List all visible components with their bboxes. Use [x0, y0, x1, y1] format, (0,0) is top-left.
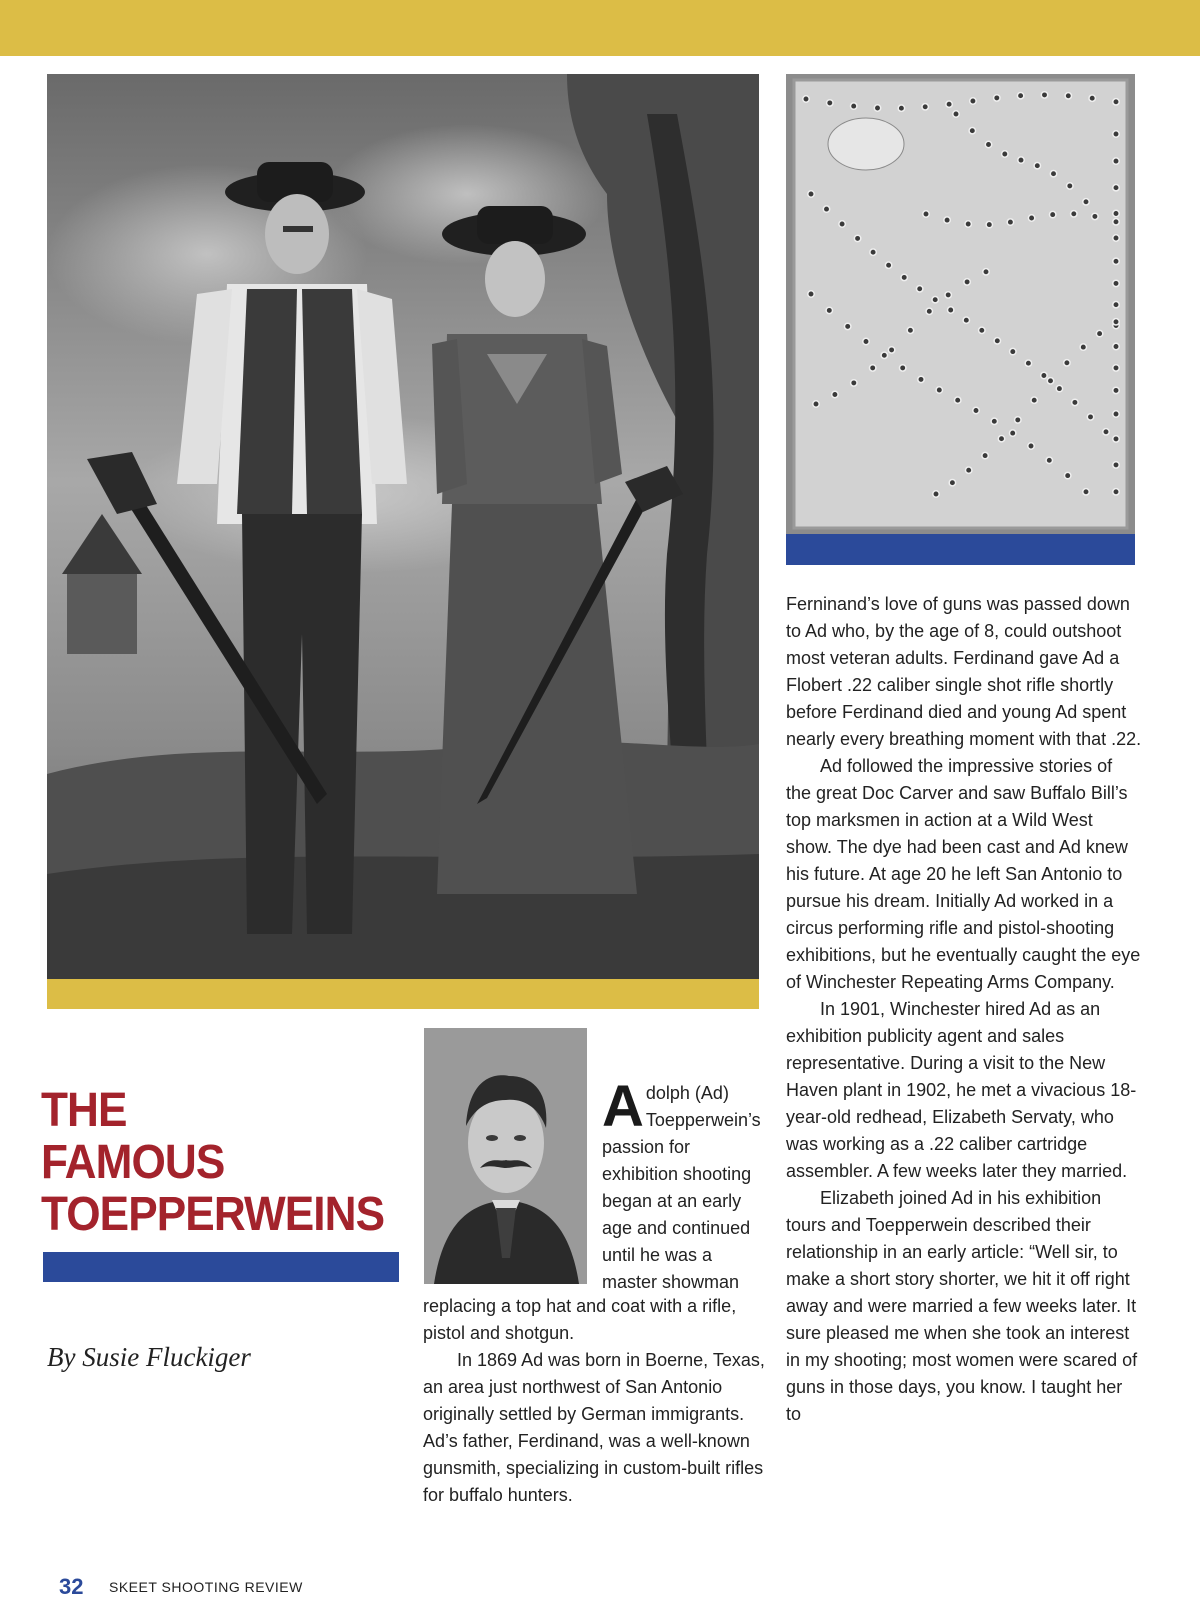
bullet-hole: [1067, 183, 1073, 189]
title-line-1: THE: [41, 1084, 127, 1137]
bullet-hole: [1025, 360, 1031, 366]
bullet-hole: [1007, 219, 1013, 225]
bullet-hole: [1065, 93, 1071, 99]
publication-name: SKEET SHOOTING REVIEW: [109, 1579, 303, 1595]
bullet-hole: [1087, 414, 1093, 420]
bullet-hole: [907, 327, 913, 333]
bullet-hole: [827, 100, 833, 106]
bullet-hole: [1113, 489, 1119, 495]
bullet-hole: [985, 141, 991, 147]
bullet-hole: [963, 317, 969, 323]
bullet-hole: [944, 217, 950, 223]
title-rule: [43, 1252, 399, 1282]
bullet-hole: [808, 191, 814, 197]
bullet-hole: [900, 365, 906, 371]
bullet-hole: [1064, 360, 1070, 366]
page-number: 32: [59, 1574, 84, 1599]
bullet-hole: [986, 221, 992, 227]
bullet-hole: [1080, 344, 1086, 350]
bullet-hole: [933, 491, 939, 497]
bullet-hole: [970, 98, 976, 104]
paragraph-birth: In 1869 Ad was born in Boerne, Texas, an area just northwest of San Antonio originally settled by German immigrants. Ad’s father, Ferdinand, was a well-known gunsmith, specializing in custom-built rifles for buffalo hunters.: [423, 1350, 765, 1505]
target-caption-bar: [786, 534, 1135, 565]
bullet-hole: [926, 308, 932, 314]
bullet-hole: [832, 391, 838, 397]
bullet-hole: [917, 286, 923, 292]
bullet-hole: [953, 111, 959, 117]
bullet-hole: [1047, 378, 1053, 384]
intro-paragraph: [602, 1074, 764, 1296]
bullet-hole: [1071, 211, 1077, 217]
bullet-hole: [945, 292, 951, 298]
bullet-hole: [922, 104, 928, 110]
bullet-hole: [965, 221, 971, 227]
bullet-hole: [1015, 417, 1021, 423]
bullet-hole: [901, 274, 907, 280]
bullet-hole: [888, 347, 894, 353]
bullet-hole: [1113, 319, 1119, 325]
bullet-hole: [1002, 151, 1008, 157]
bullet-hole: [955, 397, 961, 403]
bullet-hole: [1018, 157, 1024, 163]
bullet-hole: [885, 262, 891, 268]
bullet-hole: [998, 436, 1004, 442]
bullet-hole: [870, 365, 876, 371]
right-column: [786, 591, 1142, 1428]
bullet-hole: [1113, 258, 1119, 264]
bullet-hole: [874, 105, 880, 111]
intro-continuation: replacing a top hat and coat with a rifle, pistol and shotgun.: [423, 1296, 737, 1343]
bullet-hole: [973, 407, 979, 413]
bullet-hole: [863, 338, 869, 344]
bullet-hole: [1041, 92, 1047, 98]
bullet-hole: [1089, 95, 1095, 101]
bullet-hole: [969, 128, 975, 134]
bullet-hole: [918, 376, 924, 382]
bullet-hole: [870, 249, 876, 255]
bullet-hole: [1034, 163, 1040, 169]
bullet-hole: [1113, 219, 1119, 225]
paragraph-carver: Ad followed the impressive stories of the great Doc Carver and saw Buffalo Bill’s top marksmen in action at a Wild West show. The dye had been cast and Ad knew his future. At age 20 he left San Antonio to pursue his dream. Initially Ad worked in a circus performing rifle and pistol-shooting exhibitions, but he eventually caught the eye of Winchester Repeating Arms Company.: [786, 756, 1141, 992]
intro-text: dolph (Ad) Toepperwein’s passion for exhibition shooting began at an early age and continued until he was a master showman: [602, 1083, 761, 1292]
bullet-hole: [823, 206, 829, 212]
bullet-hole: [1050, 171, 1056, 177]
title-line-2: FAMOUS: [41, 1136, 225, 1189]
paragraph-guns: Ferninand’s love of guns was passed down to Ad who, by the age of 8, could outshoot most veteran adults. Ferdinand gave Ad a Flobert .22 caliber single shot rifle shortly before Ferdinand died and young Ad spent nearly every breathing moment with that .22.: [786, 594, 1142, 749]
bullet-hole: [1031, 397, 1037, 403]
title-line-3: TOEPPERWEINS: [41, 1188, 385, 1241]
bullet-hole: [1028, 215, 1034, 221]
top-gold-band: [0, 0, 1200, 56]
bullet-hole: [826, 307, 832, 313]
bullet-hole: [1113, 131, 1119, 137]
couple-photograph: [47, 74, 759, 979]
bullet-hole: [839, 221, 845, 227]
bullet-hole: [1092, 213, 1098, 219]
bullet-hole: [1010, 430, 1016, 436]
bullet-hole: [1065, 472, 1071, 478]
bullet-hole: [898, 105, 904, 111]
bullet-hole: [982, 452, 988, 458]
bullet-hole: [966, 467, 972, 473]
middle-column: [423, 1293, 768, 1509]
bullet-hole: [1103, 429, 1109, 435]
drop-cap: A: [602, 1074, 644, 1139]
bullet-hole: [854, 235, 860, 241]
bullet-hole: [1113, 210, 1119, 216]
article-title: [41, 1085, 391, 1241]
bullet-hole: [979, 327, 985, 333]
bullet-hole: [1083, 489, 1089, 495]
bullet-hole: [1056, 385, 1062, 391]
bullet-hole: [1113, 411, 1119, 417]
bullet-hole: [1072, 399, 1078, 405]
bullet-hole: [923, 211, 929, 217]
target-photograph: [786, 74, 1135, 534]
bullet-hole: [932, 297, 938, 303]
bullet-hole: [948, 307, 954, 313]
bullet-hole: [1113, 436, 1119, 442]
bullet-hole: [845, 323, 851, 329]
bullet-hole: [881, 352, 887, 358]
bullet-hole: [1010, 348, 1016, 354]
bullet-hole: [1113, 158, 1119, 164]
bullet-hole: [1017, 93, 1023, 99]
bullet-hole: [991, 418, 997, 424]
bullet-hole: [1113, 99, 1119, 105]
bullet-hole: [1113, 280, 1119, 286]
paragraph-1901: In 1901, Winchester hired Ad as an exhibition publicity agent and sales representative. During a visit to the New Haven plant in 1902, he met a vivacious 18-year-old redhead, Elizabeth Servaty, who was working as a .22 caliber cartridge assembler. A few weeks later they married.: [786, 999, 1137, 1181]
bullet-hole: [1113, 302, 1119, 308]
bullet-hole: [1050, 211, 1056, 217]
bullet-hole: [1028, 443, 1034, 449]
bullet-hole: [1113, 462, 1119, 468]
bullet-hole: [808, 291, 814, 297]
bullet-hole: [1113, 185, 1119, 191]
bullet-hole: [803, 96, 809, 102]
bullet-hole: [1113, 343, 1119, 349]
bullet-hole: [994, 95, 1000, 101]
bullet-hole: [1096, 330, 1102, 336]
bullet-hole: [994, 338, 1000, 344]
paragraph-elizabeth: Elizabeth joined Ad in his exhibition tours and Toepperwein described their relationship in an early article: “Well sir, to make a short story shorter, we hit it off right away and were married a few weeks later. It sure pleased me when she took an interest in my shooting; most women were scared of guns in those days, you know. I taught her to: [786, 1188, 1138, 1424]
bullet-hole: [1083, 199, 1089, 205]
bullet-hole: [1113, 235, 1119, 241]
bullet-hole: [964, 279, 970, 285]
bullet-hole: [936, 387, 942, 393]
bullet-hole: [946, 101, 952, 107]
portrait-photograph: [424, 1028, 587, 1284]
bullet-hole: [813, 401, 819, 407]
bullet-hole: [949, 480, 955, 486]
bullet-hole: [1041, 372, 1047, 378]
photo-caption-bar: [47, 979, 759, 1009]
bullet-hole: [851, 103, 857, 109]
bullet-hole: [1046, 457, 1052, 463]
bullet-hole: [1113, 365, 1119, 371]
byline: By Susie Fluckiger: [47, 1342, 251, 1372]
bullet-hole: [851, 380, 857, 386]
bullet-hole: [983, 269, 989, 275]
bullet-hole: [1113, 387, 1119, 393]
